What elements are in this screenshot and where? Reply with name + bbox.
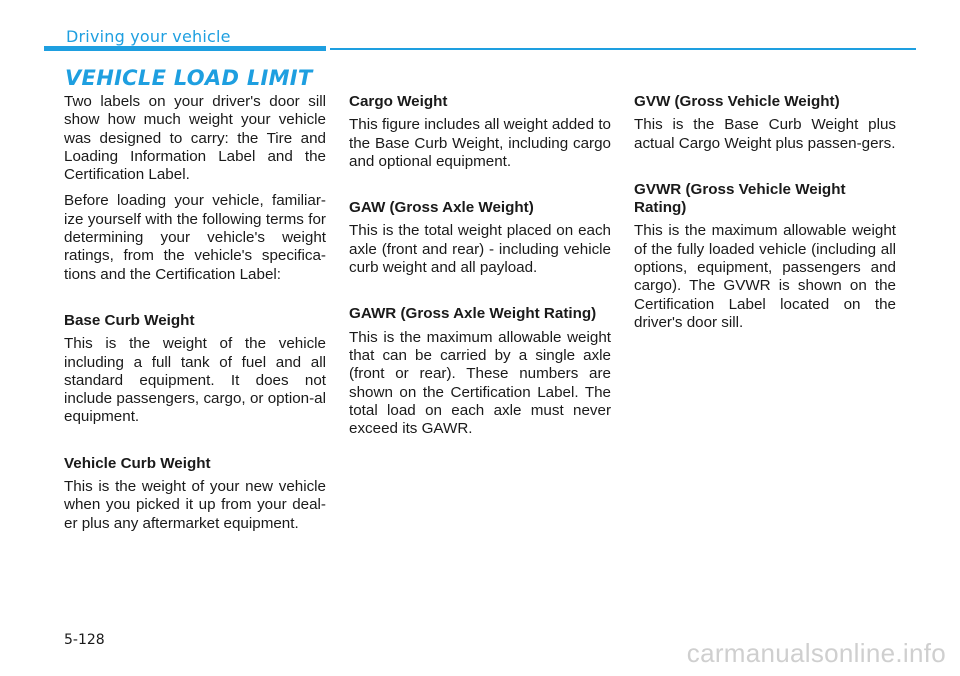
term-heading: GVW (Gross Vehicle Weight)	[634, 93, 840, 110]
body-paragraph: This is the maximum allowable weight of the fully loaded vehicle (including all options, equipment, passengers and cargo). The GVWR is shown on the Certification Label located on the driver's door sill.	[634, 222, 896, 331]
body-paragraph: This figure includes all weight added to the Base Curb Weight, including cargo and optional equipment.	[349, 116, 611, 170]
body-paragraph: This is the weight of the vehicle including a full tank of fuel and all standard equipment. It does not include passengers, cargo, or option-al equipment.	[64, 335, 326, 426]
body-paragraph: This is the total weight placed on each axle (front and rear) - including vehicle curb weight and all payload.	[349, 222, 611, 277]
watermark: carmanualsonline.info	[686, 638, 946, 668]
section-header: Driving your vehicle	[66, 27, 231, 46]
term-heading: GVWR (Gross Vehicle Weight Rating)	[634, 180, 846, 217]
section-gap	[64, 435, 326, 455]
column-1	[64, 93, 326, 541]
body-paragraph: This is the Base Curb Weight plus actual Cargo Weight plus passen-gers.	[634, 116, 896, 152]
header-rule-thin	[330, 48, 916, 50]
page-number: 5-128	[64, 632, 105, 648]
section-gap	[64, 292, 326, 312]
term-heading: GAWR (Gross Axle Weight Rating)	[349, 305, 597, 323]
body-paragraph: Two labels on your driver's door sill show how much weight your vehicle was designed to carry: the Tire and Loading Information Label and the Certification Label.	[64, 93, 326, 184]
section-gap	[349, 179, 611, 199]
body-paragraph: Before loading your vehicle, familiar-ize yourself with the following terms for determining your vehicle's weight ratings, from the vehicle's specifica-tions and the Certification Label:	[64, 192, 326, 283]
column-2	[349, 93, 611, 446]
page-title: VEHICLE LOAD LIMIT	[65, 66, 313, 90]
section-gap	[349, 285, 611, 305]
body-paragraph: This is the maximum allowable weight that can be carried by a single axle (front or rear). These numbers are shown on the Certification Label. The total load on each axle must never exceed its GAWR.	[349, 328, 611, 438]
column-3	[634, 93, 896, 340]
term-heading: GAW (Gross Axle Weight)	[349, 199, 534, 217]
term-heading: Cargo Weight	[349, 93, 448, 110]
section-gap	[634, 161, 896, 181]
term-heading: Base Curb Weight	[64, 311, 195, 329]
body-paragraph: This is the weight of your new vehicle when you picked it up from your deal-er plus any aftermarket equipment.	[64, 478, 326, 532]
header-rule-thick	[44, 46, 326, 51]
term-heading: Vehicle Curb Weight	[64, 454, 211, 472]
